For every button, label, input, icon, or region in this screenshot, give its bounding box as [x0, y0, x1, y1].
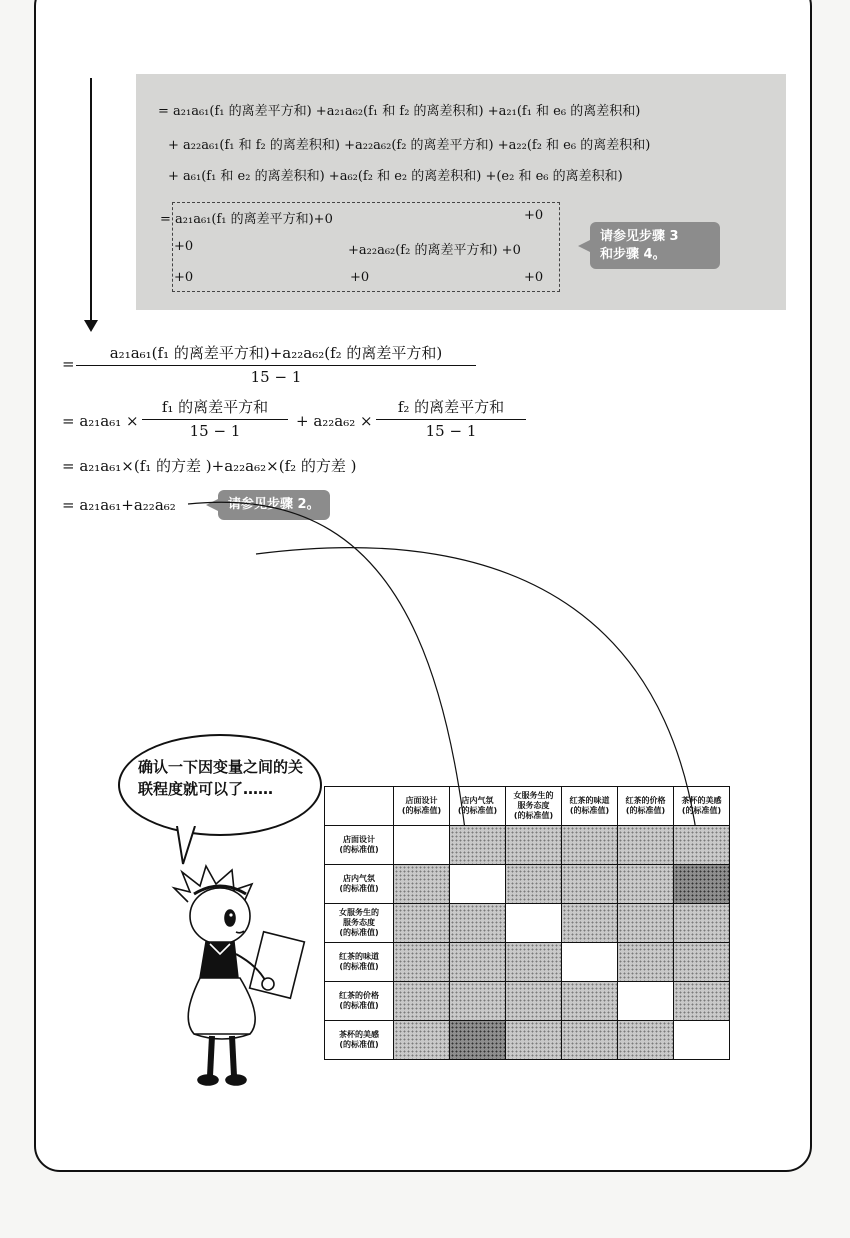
row-header: 店面设计 (的标准值)	[325, 826, 394, 865]
grid-cell	[506, 826, 562, 865]
box-row-3a: +0	[174, 270, 194, 285]
grid-cell	[506, 1021, 562, 1060]
grid-cell	[562, 982, 618, 1021]
grid-cell	[618, 943, 674, 982]
grid-cell	[562, 865, 618, 904]
grid-cell	[562, 904, 618, 943]
row-header: 店内气氛 (的标准值)	[325, 865, 394, 904]
grid-cell	[394, 865, 450, 904]
derivation-row-1: = a₂₁a₆₁(f₁ 的离差平方和) +a₂₁a₆₂(f₁ 和 f₂ 的离差积和) +a₂₁(f₁ 和 e₆ 的离差积和)	[158, 104, 641, 119]
eq1-equals: =	[62, 355, 75, 373]
row-header: 女服务生的 服务态度 (的标准值)	[325, 904, 394, 943]
grid-cell	[394, 1021, 450, 1060]
box-row-3b: +0	[350, 270, 370, 285]
box-row-2a: +0	[174, 239, 194, 254]
derivation-row-2: + a₂₂a₆₁(f₁ 和 f₂ 的离差积和) +a₂₂a₆₂(f₂ 的离差平方和) +a₂₂(f₂ 和 e₆ 的离差积和)	[168, 138, 651, 153]
box-row-1a: = a₂₁a₆₁(f₁ 的离差平方和)+0	[160, 212, 333, 227]
grid-cell	[394, 982, 450, 1021]
grid-cell-highlight	[674, 865, 730, 904]
note-line-1: 请参见步骤 3	[600, 229, 679, 244]
grid-cell-highlight	[450, 1021, 506, 1060]
eq1-denominator: 15 − 1	[250, 368, 302, 386]
eq2-prefix: = a₂₁a₆₁ ×	[62, 412, 139, 430]
grid-cell	[674, 982, 730, 1021]
note-step-2-text: 请参见步骤 2。	[228, 497, 320, 512]
box-row-2b: +a₂₂a₆₂(f₂ 的离差平方和) +0	[348, 243, 521, 258]
grid-cell	[618, 982, 674, 1021]
grid-cell	[450, 826, 506, 865]
grid-cell	[450, 982, 506, 1021]
speech-text: 确认一下因变量之间的关联程度就可以了……	[138, 758, 304, 798]
grid-cell	[562, 1021, 618, 1060]
grid-cell	[618, 826, 674, 865]
col-header: 店面设计 (的标准值)	[394, 787, 450, 826]
grid-corner	[325, 787, 394, 826]
grid-cell	[674, 943, 730, 982]
note-line-2: 和步骤 4。	[600, 246, 666, 262]
grid-cell	[674, 826, 730, 865]
grid-cell	[450, 904, 506, 943]
grid-cell	[394, 904, 450, 943]
row-header: 红茶的价格 (的标准值)	[325, 982, 394, 1021]
grid-cell	[506, 865, 562, 904]
eq2-numerator-2: f₂ 的离差平方和	[376, 396, 526, 420]
row-header: 茶杯的美感 (的标准值)	[325, 1021, 394, 1060]
grid-cell	[450, 865, 506, 904]
eq3: = a₂₁a₆₁×(f₁ 的方差 )+a₂₂a₆₂×(f₂ 的方差 )	[62, 457, 357, 475]
grid-cell	[394, 943, 450, 982]
col-header: 女服务生的 服务态度 (的标准值)	[506, 787, 562, 826]
eq2-numerator-1: f₁ 的离差平方和	[142, 396, 288, 420]
maid-character-illustration	[160, 858, 310, 1098]
grid-cell	[618, 1021, 674, 1060]
eq2-middle: + a₂₂a₆₂ ×	[296, 412, 373, 430]
col-header: 红茶的价格 (的标准值)	[618, 787, 674, 826]
derivation-row-3: + a₆₁(f₁ 和 e₂ 的离差积和) +a₆₂(f₂ 和 e₂ 的离差积和) +(e₂ 和 e₆ 的离差积和)	[168, 169, 623, 184]
grid-cell	[562, 943, 618, 982]
eq1-numerator: a₂₁a₆₁(f₁ 的离差平方和)+a₂₂a₆₂(f₂ 的离差平方和)	[76, 342, 476, 366]
grid-cell	[618, 904, 674, 943]
eq4: = a₂₁a₆₁+a₂₂a₆₂	[62, 496, 176, 514]
correlation-grid	[324, 786, 730, 1060]
grid-cell	[562, 826, 618, 865]
grid-cell	[674, 904, 730, 943]
grid-cell	[506, 982, 562, 1021]
grid-cell	[618, 865, 674, 904]
box-row-3c: +0	[524, 270, 544, 285]
col-header: 茶杯的美感 (的标准值)	[674, 787, 730, 826]
grid-cell	[394, 826, 450, 865]
speech-bubble	[118, 734, 322, 836]
grid-cell	[506, 904, 562, 943]
col-header: 红茶的味道 (的标准值)	[562, 787, 618, 826]
grid-cell	[506, 943, 562, 982]
grid-cell	[674, 1021, 730, 1060]
box-row-1b: +0	[524, 208, 544, 223]
row-header: 红茶的味道 (的标准值)	[325, 943, 394, 982]
eq2-denominator-1: 15 − 1	[189, 422, 241, 440]
grid-cell	[450, 943, 506, 982]
eq2-denominator-2: 15 − 1	[425, 422, 477, 440]
col-header: 店内气氛 (的标准值)	[450, 787, 506, 826]
